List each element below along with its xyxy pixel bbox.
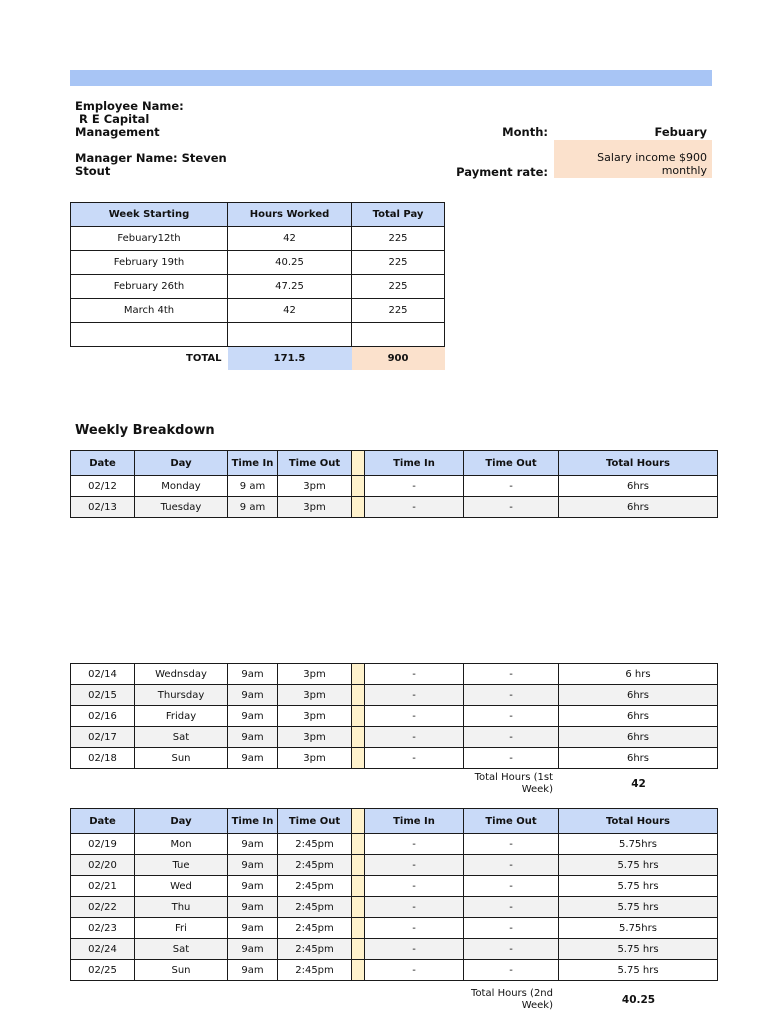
- spacer-cell: [352, 918, 365, 939]
- table-cell: Thursday: [135, 685, 228, 706]
- summary-row: [71, 227, 445, 251]
- table-cell: -: [365, 834, 464, 855]
- table-cell: 6hrs: [559, 476, 718, 497]
- summary-cell: [228, 323, 352, 347]
- summary-cell: [352, 323, 445, 347]
- summary-total-row: [71, 347, 445, 371]
- employee-name-line1: R E Capital: [75, 112, 150, 126]
- table-cell: 6hrs: [559, 497, 718, 518]
- col-spacer: [352, 809, 365, 834]
- spacer-cell: [352, 855, 365, 876]
- summary-row: [71, 299, 445, 323]
- col-time-in-2: Time In: [365, 809, 464, 834]
- table-cell: 5.75 hrs: [559, 855, 718, 876]
- table-cell: 9 am: [228, 476, 278, 497]
- table-row: [71, 876, 718, 897]
- total-label: TOTAL: [186, 353, 222, 364]
- table-cell: -: [464, 918, 559, 939]
- table-cell: 2:45pm: [278, 834, 352, 855]
- table-cell: -: [365, 960, 464, 981]
- spacer-cell: [352, 834, 365, 855]
- table-cell: -: [464, 897, 559, 918]
- table-cell: Tuesday: [135, 497, 228, 518]
- col-time-in: Time In: [228, 809, 278, 834]
- table-cell: 6hrs: [559, 727, 718, 748]
- table-cell: Sat: [135, 727, 228, 748]
- table-cell: 5.75hrs: [559, 918, 718, 939]
- total-pay: 900: [352, 347, 445, 371]
- table-cell: -: [365, 876, 464, 897]
- summary-cell: March 4th: [71, 299, 228, 323]
- table-cell: 02/25: [71, 960, 135, 981]
- table-cell: 2:45pm: [278, 876, 352, 897]
- table-cell: 9am: [228, 664, 278, 685]
- table-cell: 02/14: [71, 664, 135, 685]
- col-day: Day: [135, 451, 228, 476]
- table-row: [71, 664, 718, 685]
- spacer-cell: [352, 685, 365, 706]
- table-cell: Fri: [135, 918, 228, 939]
- table-cell: -: [365, 664, 464, 685]
- col-time-out: Time Out: [278, 451, 352, 476]
- month-value: Febuary: [654, 125, 707, 139]
- table-cell: 9am: [228, 685, 278, 706]
- week1-header-row: [71, 451, 718, 476]
- table-cell: Wednsday: [135, 664, 228, 685]
- table-cell: 2:45pm: [278, 918, 352, 939]
- spacer-cell: [352, 939, 365, 960]
- table-row: [71, 685, 718, 706]
- table-cell: -: [464, 748, 559, 769]
- table-cell: 02/17: [71, 727, 135, 748]
- table-cell: -: [365, 727, 464, 748]
- table-row: [71, 727, 718, 748]
- week2-table: [70, 808, 718, 981]
- manager-name-block: [75, 152, 295, 178]
- table-cell: -: [365, 939, 464, 960]
- week2-total-label: [440, 988, 553, 1012]
- header-band: [70, 70, 712, 86]
- table-row: [71, 897, 718, 918]
- table-cell: 6hrs: [559, 706, 718, 727]
- payment-rate-line1: Salary income $900: [597, 151, 707, 164]
- table-cell: 9am: [228, 855, 278, 876]
- table-cell: 5.75 hrs: [559, 939, 718, 960]
- spacer-cell: [352, 727, 365, 748]
- table-cell: Sat: [135, 939, 228, 960]
- table-row: [71, 918, 718, 939]
- spacer-cell: [352, 897, 365, 918]
- col-time-out: Time Out: [278, 809, 352, 834]
- table-cell: 9am: [228, 727, 278, 748]
- col-date: Date: [71, 809, 135, 834]
- table-cell: 3pm: [278, 727, 352, 748]
- table-cell: 9am: [228, 897, 278, 918]
- summary-cell: 225: [352, 227, 445, 251]
- table-cell: -: [365, 685, 464, 706]
- table-cell: -: [365, 706, 464, 727]
- summary-cell: 225: [352, 251, 445, 275]
- table-cell: -: [464, 939, 559, 960]
- summary-cell: 40.25: [228, 251, 352, 275]
- week2-total-label-line1: Total Hours (2nd: [471, 988, 553, 999]
- table-cell: -: [365, 748, 464, 769]
- payment-rate-line2: monthly: [661, 164, 707, 177]
- table-cell: 3pm: [278, 497, 352, 518]
- week1-total-value: 42: [631, 778, 646, 790]
- week1-total-label-line1: Total Hours (1st: [474, 772, 553, 783]
- month-label: Month:: [502, 125, 548, 139]
- summary-row: [71, 323, 445, 347]
- table-row: [71, 706, 718, 727]
- col-time-in-2: Time In: [365, 451, 464, 476]
- weekly-summary-table: [70, 202, 445, 370]
- table-cell: 2:45pm: [278, 855, 352, 876]
- table-cell: 3pm: [278, 685, 352, 706]
- spacer-cell: [352, 497, 365, 518]
- week2-total-value: 40.25: [621, 994, 656, 1006]
- col-day: Day: [135, 809, 228, 834]
- summary-cell: 42: [228, 227, 352, 251]
- table-cell: 3pm: [278, 706, 352, 727]
- weekly-breakdown-title: Weekly Breakdown: [75, 423, 215, 438]
- table-cell: -: [464, 960, 559, 981]
- table-cell: 02/20: [71, 855, 135, 876]
- table-cell: Sun: [135, 748, 228, 769]
- table-cell: -: [464, 664, 559, 685]
- table-cell: -: [464, 855, 559, 876]
- spacer-cell: [352, 876, 365, 897]
- table-row: [71, 748, 718, 769]
- table-row: [71, 855, 718, 876]
- table-cell: Monday: [135, 476, 228, 497]
- total-hours: 171.5: [228, 347, 352, 371]
- table-cell: 5.75 hrs: [559, 876, 718, 897]
- table-cell: 9am: [228, 748, 278, 769]
- table-cell: -: [464, 476, 559, 497]
- table-cell: 02/16: [71, 706, 135, 727]
- summary-cell: [71, 323, 228, 347]
- table-cell: 02/15: [71, 685, 135, 706]
- table-cell: Friday: [135, 706, 228, 727]
- table-cell: -: [464, 685, 559, 706]
- spacer-cell: [352, 664, 365, 685]
- manager-line2: Stout: [75, 164, 111, 178]
- summary-cell: Febuary12th: [71, 227, 228, 251]
- table-row: [71, 476, 718, 497]
- col-spacer: [352, 451, 365, 476]
- table-cell: -: [365, 918, 464, 939]
- table-cell: 5.75hrs: [559, 834, 718, 855]
- table-cell: 9am: [228, 706, 278, 727]
- summary-row: [71, 251, 445, 275]
- table-cell: -: [464, 727, 559, 748]
- table-cell: 6 hrs: [559, 664, 718, 685]
- table-cell: 02/23: [71, 918, 135, 939]
- summary-cell: February 26th: [71, 275, 228, 299]
- summary-cell: 47.25: [228, 275, 352, 299]
- col-total-hours: Total Hours: [559, 451, 718, 476]
- table-cell: 6hrs: [559, 685, 718, 706]
- col-total-hours: Total Hours: [559, 809, 718, 834]
- table-row: [71, 834, 718, 855]
- table-cell: 9am: [228, 918, 278, 939]
- table-cell: 5.75 hrs: [559, 897, 718, 918]
- summary-row: [71, 275, 445, 299]
- table-cell: -: [365, 897, 464, 918]
- week1-table-top: [70, 450, 718, 518]
- table-cell: -: [464, 834, 559, 855]
- table-cell: 02/13: [71, 497, 135, 518]
- table-cell: 9 am: [228, 497, 278, 518]
- week2-header-row: [71, 809, 718, 834]
- spacer-cell: [352, 748, 365, 769]
- table-cell: 02/18: [71, 748, 135, 769]
- table-cell: 02/19: [71, 834, 135, 855]
- summary-cell: 225: [352, 275, 445, 299]
- table-cell: Sun: [135, 960, 228, 981]
- table-cell: 9am: [228, 876, 278, 897]
- manager-line1: Manager Name: Steven: [75, 151, 227, 165]
- col-hours-worked: Hours Worked: [228, 203, 352, 227]
- table-cell: -: [464, 876, 559, 897]
- table-row: [71, 960, 718, 981]
- spacer-cell: [352, 960, 365, 981]
- spacer-cell: [352, 476, 365, 497]
- col-time-out-2: Time Out: [464, 809, 559, 834]
- table-cell: 3pm: [278, 476, 352, 497]
- week1-total-label-line2: Week): [521, 784, 553, 795]
- table-cell: 02/21: [71, 876, 135, 897]
- table-row: [71, 497, 718, 518]
- employee-name-line2: Management: [75, 125, 160, 139]
- employee-name-block: [75, 100, 275, 139]
- payment-rate-label: Payment rate:: [456, 165, 548, 179]
- table-row: [71, 939, 718, 960]
- table-cell: 2:45pm: [278, 960, 352, 981]
- col-time-in: Time In: [228, 451, 278, 476]
- table-cell: -: [365, 855, 464, 876]
- summary-header-row: [71, 203, 445, 227]
- week1-total-label: [440, 772, 553, 796]
- table-cell: 9am: [228, 939, 278, 960]
- table-cell: 3pm: [278, 664, 352, 685]
- col-total-pay: Total Pay: [352, 203, 445, 227]
- table-cell: 02/12: [71, 476, 135, 497]
- table-cell: 02/24: [71, 939, 135, 960]
- table-cell: -: [365, 476, 464, 497]
- week2-total-label-line2: Week): [521, 1000, 553, 1011]
- col-time-out-2: Time Out: [464, 451, 559, 476]
- summary-cell: 225: [352, 299, 445, 323]
- table-cell: 6hrs: [559, 748, 718, 769]
- employee-label: Employee Name:: [75, 99, 184, 113]
- summary-cell: February 19th: [71, 251, 228, 275]
- table-cell: 2:45pm: [278, 939, 352, 960]
- spacer-cell: [352, 706, 365, 727]
- table-cell: 02/22: [71, 897, 135, 918]
- table-cell: -: [464, 706, 559, 727]
- table-cell: 2:45pm: [278, 897, 352, 918]
- table-cell: 5.75 hrs: [559, 960, 718, 981]
- table-cell: 3pm: [278, 748, 352, 769]
- week1-table-bottom: [70, 663, 718, 769]
- table-cell: -: [365, 497, 464, 518]
- table-cell: 9am: [228, 960, 278, 981]
- table-cell: Thu: [135, 897, 228, 918]
- table-cell: Wed: [135, 876, 228, 897]
- table-cell: -: [464, 497, 559, 518]
- col-week-starting: Week Starting: [71, 203, 228, 227]
- summary-cell: 42: [228, 299, 352, 323]
- table-cell: 9am: [228, 834, 278, 855]
- table-cell: Mon: [135, 834, 228, 855]
- col-date: Date: [71, 451, 135, 476]
- payment-rate-value: [554, 140, 712, 178]
- table-cell: Tue: [135, 855, 228, 876]
